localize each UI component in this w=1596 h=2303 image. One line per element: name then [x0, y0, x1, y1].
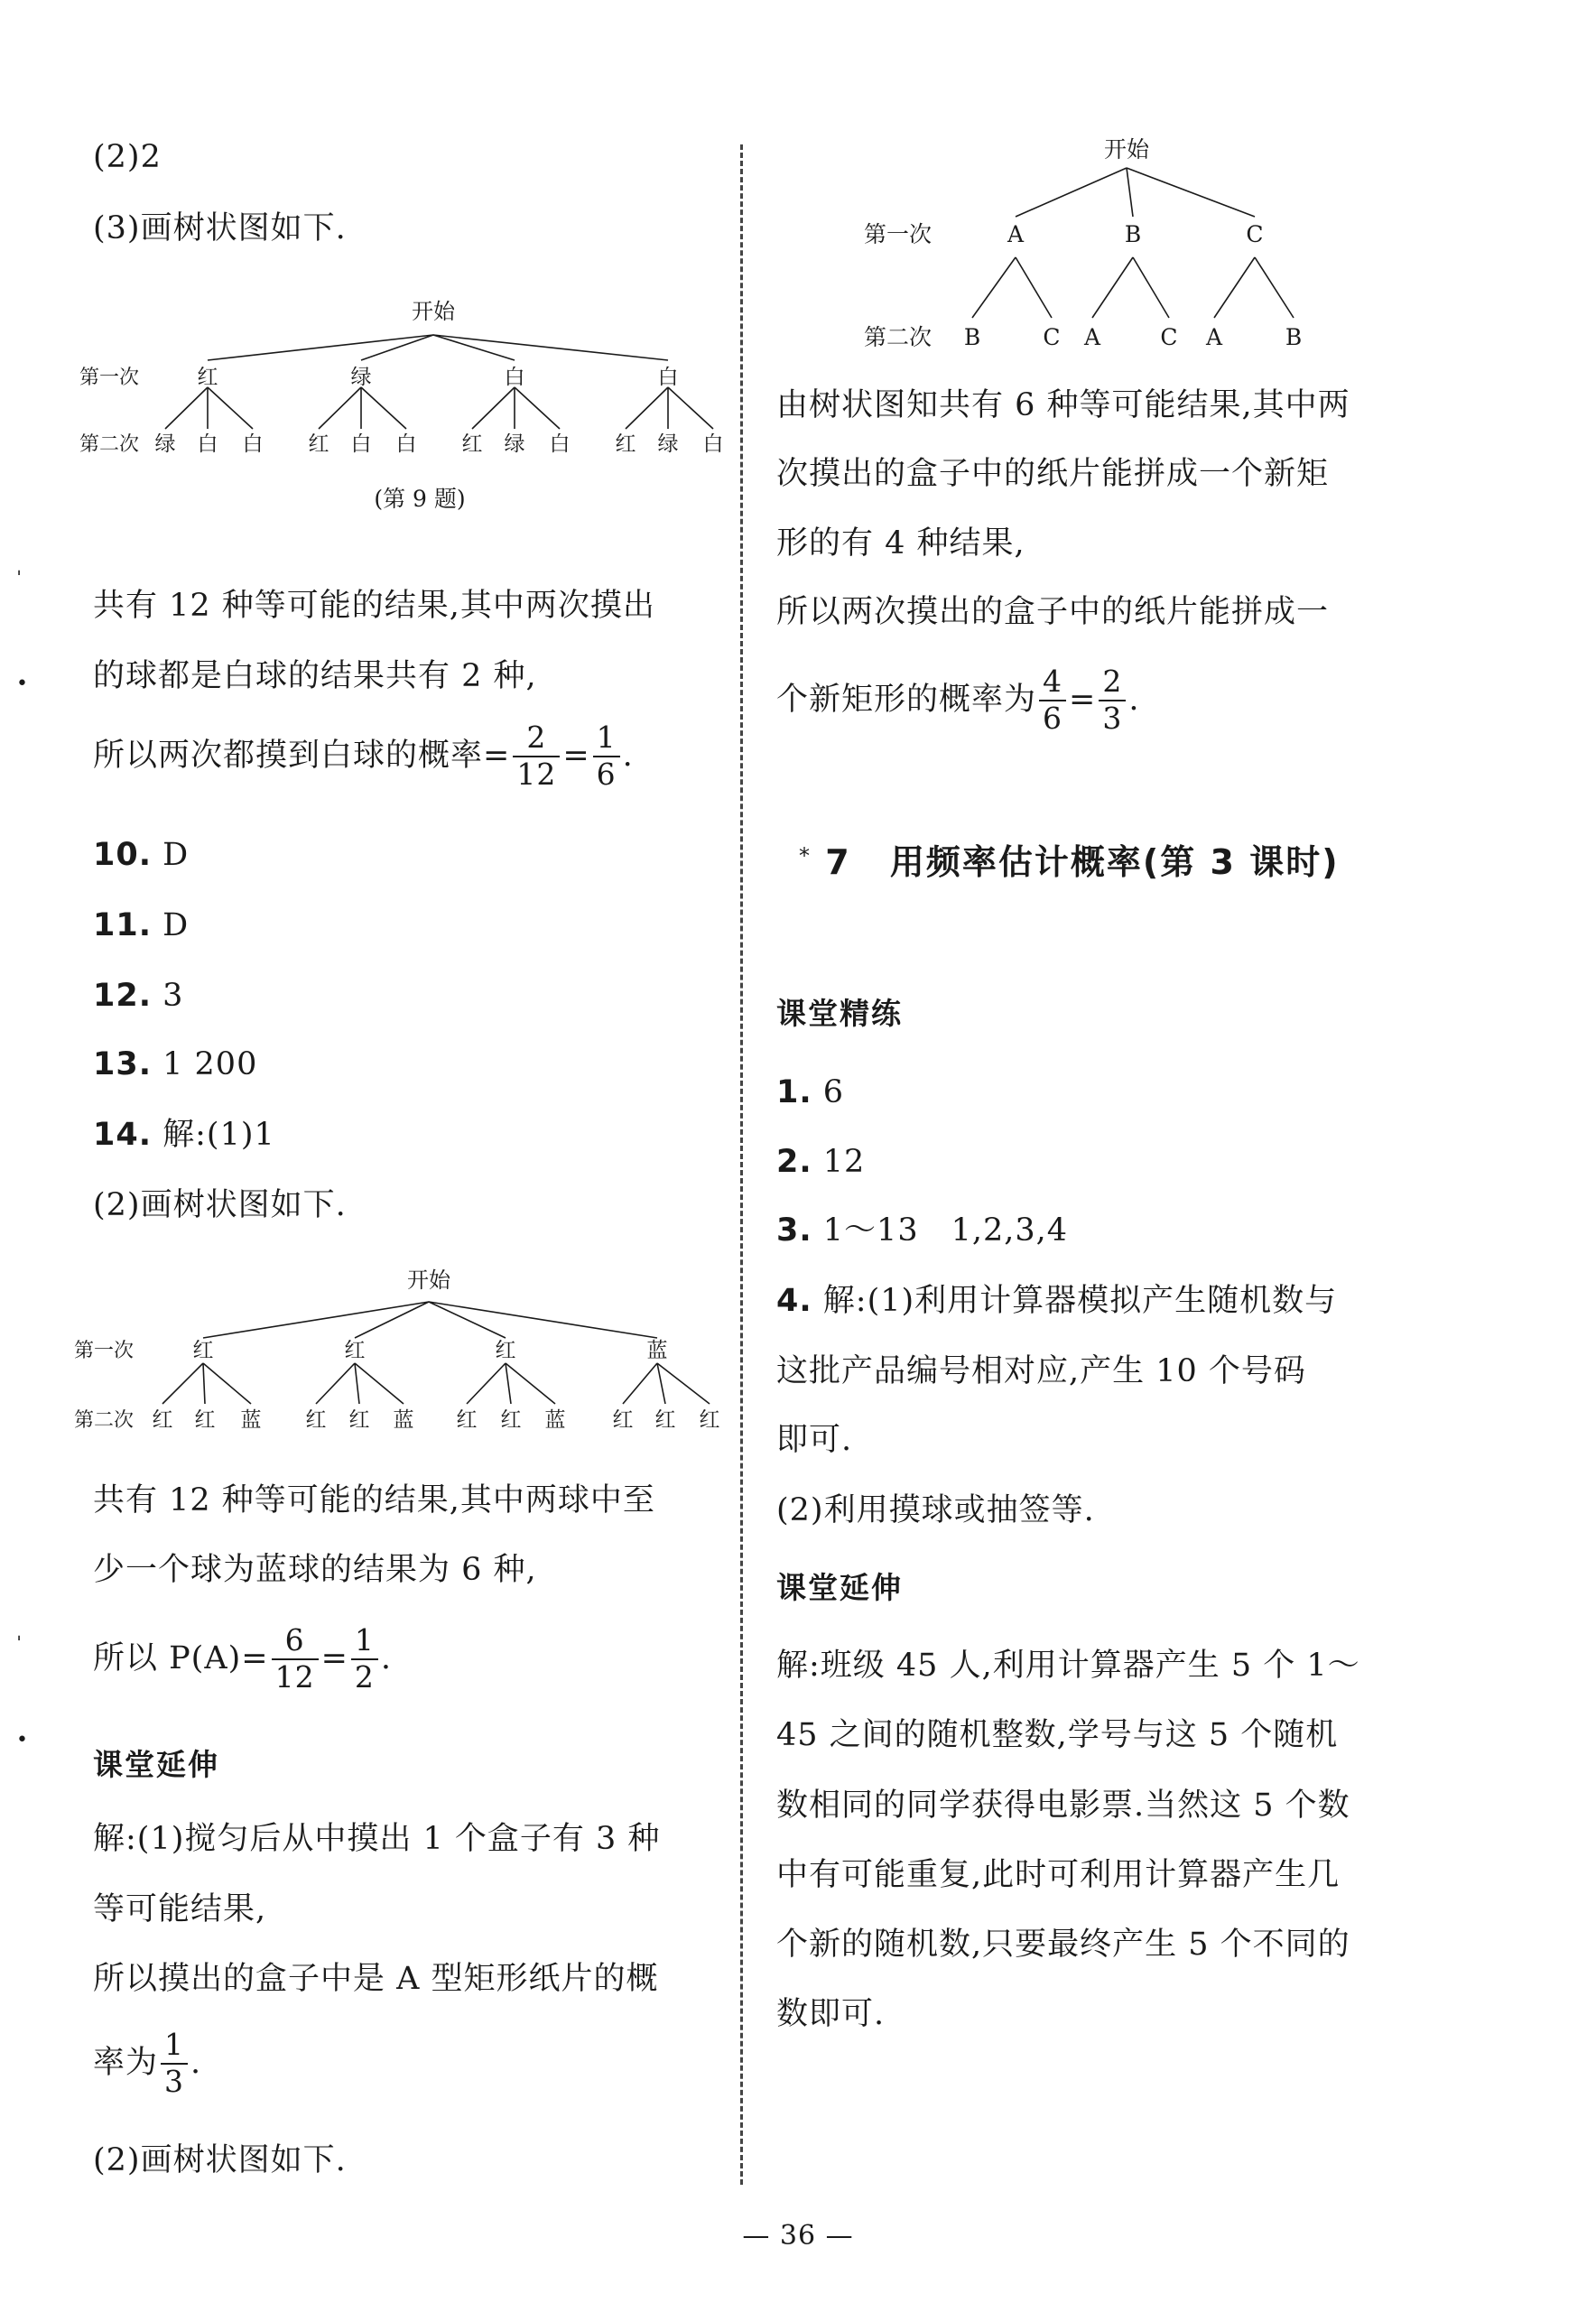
answer-11 — [93, 907, 190, 943]
equals-sign: = — [1069, 682, 1097, 719]
q9-text-line2: 的球都是白球的结果共有 2 种, — [93, 658, 537, 694]
tree-boxes-second: A — [1205, 324, 1223, 350]
tree-boxes-second: C — [1043, 324, 1061, 350]
tree9-second: 绿 — [154, 432, 176, 456]
margin-mark: • — [16, 673, 28, 695]
ext-left-line4 — [93, 2029, 201, 2097]
ext-left-part2: (2)画树状图如下. — [93, 2142, 347, 2178]
fraction — [272, 1622, 319, 1695]
practice-answer-1 — [776, 1074, 845, 1110]
answer-12 — [93, 980, 183, 1012]
ext-left-line1: 解:(1)搅匀后从中摸出 1 个盒子有 3 种 — [93, 1821, 661, 1857]
practice-answer-2 — [776, 1144, 866, 1180]
tree14-root: 开始 — [407, 1268, 450, 1293]
numerator: 1 — [596, 720, 617, 755]
answer-14-2: (2)画树状图如下. — [93, 1187, 347, 1223]
tree14-row1-label: 第一次 — [74, 1340, 135, 1362]
tree-boxes-first-b: B — [1124, 221, 1142, 247]
tree-diagram-q9 — [72, 293, 722, 528]
answer-value: D — [152, 907, 190, 943]
tree-boxes-first-a: A — [1007, 221, 1025, 247]
tree-boxes-row2-label: 第二次 — [864, 324, 933, 350]
right-text-line3: 形的有 4 种结果, — [776, 525, 1025, 562]
equals-sign: = — [320, 1640, 348, 1677]
tree9-caption: (第 9 题) — [374, 486, 466, 512]
fraction — [1039, 666, 1066, 734]
tree14-second: 红 — [194, 1408, 216, 1432]
tree9-first-3: 白 — [504, 366, 525, 389]
fraction — [593, 722, 620, 790]
tree14-first-3: 红 — [495, 1339, 516, 1362]
tree9-second: 红 — [461, 432, 483, 456]
question-number: 3. — [776, 1212, 812, 1249]
numerator: 4 — [1043, 664, 1063, 699]
tree14-second: 红 — [612, 1408, 634, 1432]
q9-text-line1: 共有 12 种等可能的结果,其中两次摸出 — [93, 588, 655, 624]
answer-value: 3 — [152, 978, 184, 1014]
tree-boxes-second: B — [1285, 324, 1303, 350]
answer-10 — [93, 837, 190, 873]
answer-value: 1～13 1,2,3,4 — [812, 1212, 1069, 1249]
ext-left-line3: 所以摸出的盒子中是 A 型矩形纸片的概 — [93, 1961, 659, 1997]
q9-prob-label: 所以两次都摸到白球的概率= — [93, 738, 511, 775]
tree14-first-2: 红 — [344, 1339, 366, 1362]
tree-boxes-second: A — [1083, 324, 1101, 350]
tree14-second: 蓝 — [544, 1408, 566, 1432]
tree14-row2-label: 第二次 — [74, 1409, 135, 1432]
practice-answer-4-line3: 即可. — [776, 1422, 853, 1458]
right-text-line5 — [776, 666, 1139, 734]
tree14-second: 红 — [305, 1408, 327, 1432]
answer-9-2: (2)2 — [93, 139, 162, 175]
tree9-second: 绿 — [657, 432, 679, 456]
numerator: 1 — [164, 2027, 185, 2062]
left-extension-heading: 课堂延伸 — [93, 1747, 219, 1782]
tree9-first-4: 白 — [657, 366, 679, 389]
practice-heading: 课堂精练 — [776, 996, 903, 1031]
fraction — [161, 2029, 188, 2097]
tree-boxes-second: C — [1160, 324, 1178, 350]
tree-boxes-second: B — [963, 324, 981, 350]
section-heading — [799, 842, 1340, 882]
margin-mark: • — [16, 1729, 28, 1751]
q14-text-line3 — [93, 1622, 393, 1695]
denominator: 12 — [274, 1658, 315, 1695]
tree-diagram-boxes — [862, 135, 1332, 357]
tree9-second: 白 — [242, 432, 264, 456]
denominator: 6 — [1043, 700, 1063, 736]
numerator: 1 — [354, 1622, 375, 1658]
q14-text-line2: 少一个球为蓝球的结果为 6 种, — [93, 1552, 537, 1588]
answer-14 — [93, 1119, 275, 1151]
answer-value: 12 — [812, 1144, 866, 1180]
tree9-first-2: 绿 — [350, 366, 372, 389]
ext-prob-label: 率为 — [93, 2045, 159, 2082]
tree14-second: 红 — [500, 1408, 522, 1432]
tree9-second: 白 — [549, 432, 571, 456]
q14-prob-label: 所以 P(A)= — [93, 1640, 269, 1677]
answer-13 — [93, 1046, 258, 1082]
denominator: 12 — [516, 756, 557, 792]
answer-value: D — [152, 837, 190, 873]
answer-value: 解:(1)1 — [152, 1117, 275, 1153]
period: . — [190, 2045, 202, 2082]
tree9-second: 白 — [395, 432, 417, 456]
section-star: * — [799, 843, 812, 868]
tree9-second: 绿 — [504, 432, 525, 456]
question-number: 10. — [93, 837, 153, 873]
fraction — [351, 1622, 378, 1695]
column-divider — [740, 144, 743, 2185]
tree-boxes-first-c: C — [1246, 221, 1264, 247]
period: . — [380, 1640, 393, 1677]
right-prob-label: 个新矩形的概率为 — [776, 682, 1037, 719]
question-number: 13. — [93, 1046, 153, 1082]
tree14-second: 红 — [654, 1408, 676, 1432]
margin-mark: ˈ — [16, 1634, 23, 1657]
period: . — [1128, 682, 1140, 719]
tree9-second: 白 — [350, 432, 372, 456]
practice-answer-4-part2: (2)利用摸球或抽签等. — [776, 1492, 1095, 1528]
margin-mark: ˈ — [16, 569, 23, 591]
tree14-second: 蓝 — [240, 1408, 262, 1432]
ext-right-line5: 个新的随机数,只要最终产生 5 个不同的 — [776, 1927, 1350, 1963]
question-number: 11. — [93, 907, 153, 943]
page-number: — 36 — — [742, 2220, 854, 2252]
denominator: 2 — [354, 1658, 375, 1695]
denominator: 3 — [164, 2063, 185, 2099]
tree14-second: 红 — [699, 1408, 720, 1432]
tree14-second: 红 — [348, 1408, 370, 1432]
question-number: 2. — [776, 1144, 812, 1180]
practice-answer-4-line2: 这批产品编号相对应,产生 10 个号码 — [776, 1353, 1306, 1389]
tree9-second: 红 — [615, 432, 636, 456]
answer-9-3: (3)画树状图如下. — [93, 210, 347, 246]
ext-left-line2: 等可能结果, — [93, 1891, 267, 1927]
section-number: 7 — [825, 842, 851, 882]
fraction — [513, 722, 560, 790]
tree-diagram-q14 — [72, 1264, 722, 1444]
tree14-first-4: 蓝 — [646, 1339, 668, 1362]
tree-boxes-root: 开始 — [1103, 136, 1150, 163]
denominator: 3 — [1102, 700, 1123, 736]
ext-right-line2: 45 之间的随机整数,学号与这 5 个随机 — [776, 1717, 1339, 1753]
period: . — [622, 738, 634, 775]
ext-right-line3: 数相同的同学获得电影票.当然这 5 个数 — [776, 1788, 1350, 1824]
answer-value: 1 200 — [152, 1046, 258, 1082]
numerator: 2 — [526, 720, 547, 755]
tree9-root: 开始 — [412, 299, 455, 324]
q9-text-line3 — [93, 722, 634, 790]
equals-sign: = — [562, 738, 590, 775]
tree14-second: 蓝 — [393, 1408, 414, 1432]
question-number: 1. — [776, 1074, 812, 1110]
q14-text-line1: 共有 12 种等可能的结果,其中两球中至 — [93, 1482, 655, 1518]
tree-boxes-row1-label: 第一次 — [864, 221, 933, 247]
answer-value: 6 — [812, 1074, 845, 1110]
denominator: 6 — [596, 756, 617, 792]
right-extension-heading: 课堂延伸 — [776, 1570, 903, 1605]
tree9-row1-label: 第一次 — [79, 367, 140, 389]
answer-value: 解:(1)利用计算器模拟产生随机数与 — [812, 1283, 1338, 1319]
question-number: 14. — [93, 1117, 153, 1153]
tree9-second: 白 — [702, 432, 724, 456]
section-title: 用频率估计概率(第 3 课时) — [889, 842, 1340, 882]
tree9-second: 白 — [197, 432, 218, 456]
ext-right-line6: 数即可. — [776, 1996, 886, 2032]
tree14-first-1: 红 — [192, 1339, 214, 1362]
fraction — [1099, 666, 1126, 734]
tree14-second: 红 — [152, 1408, 173, 1432]
practice-answer-3 — [776, 1212, 1069, 1249]
numerator: 6 — [284, 1622, 305, 1658]
tree9-first-1: 红 — [197, 366, 218, 389]
practice-answer-4 — [776, 1283, 1338, 1319]
right-text-line4: 所以两次摸出的盒子中的纸片能拼成一 — [776, 594, 1330, 630]
ext-right-line4: 中有可能重复,此时可利用计算器产生几 — [776, 1857, 1341, 1893]
ext-right-line1: 解:班级 45 人,利用计算器产生 5 个 1～ — [776, 1648, 1360, 1684]
numerator: 2 — [1102, 664, 1123, 699]
tree9-second: 红 — [308, 432, 329, 456]
question-number: 4. — [776, 1283, 812, 1319]
question-number: 12. — [93, 978, 153, 1014]
tree9-row2-label: 第二次 — [79, 433, 140, 456]
tree14-second: 红 — [456, 1408, 478, 1432]
right-text-line2: 次摸出的盒子中的纸片能拼成一个新矩 — [776, 456, 1330, 492]
right-text-line1: 由树状图知共有 6 种等可能结果,其中两 — [776, 387, 1350, 423]
